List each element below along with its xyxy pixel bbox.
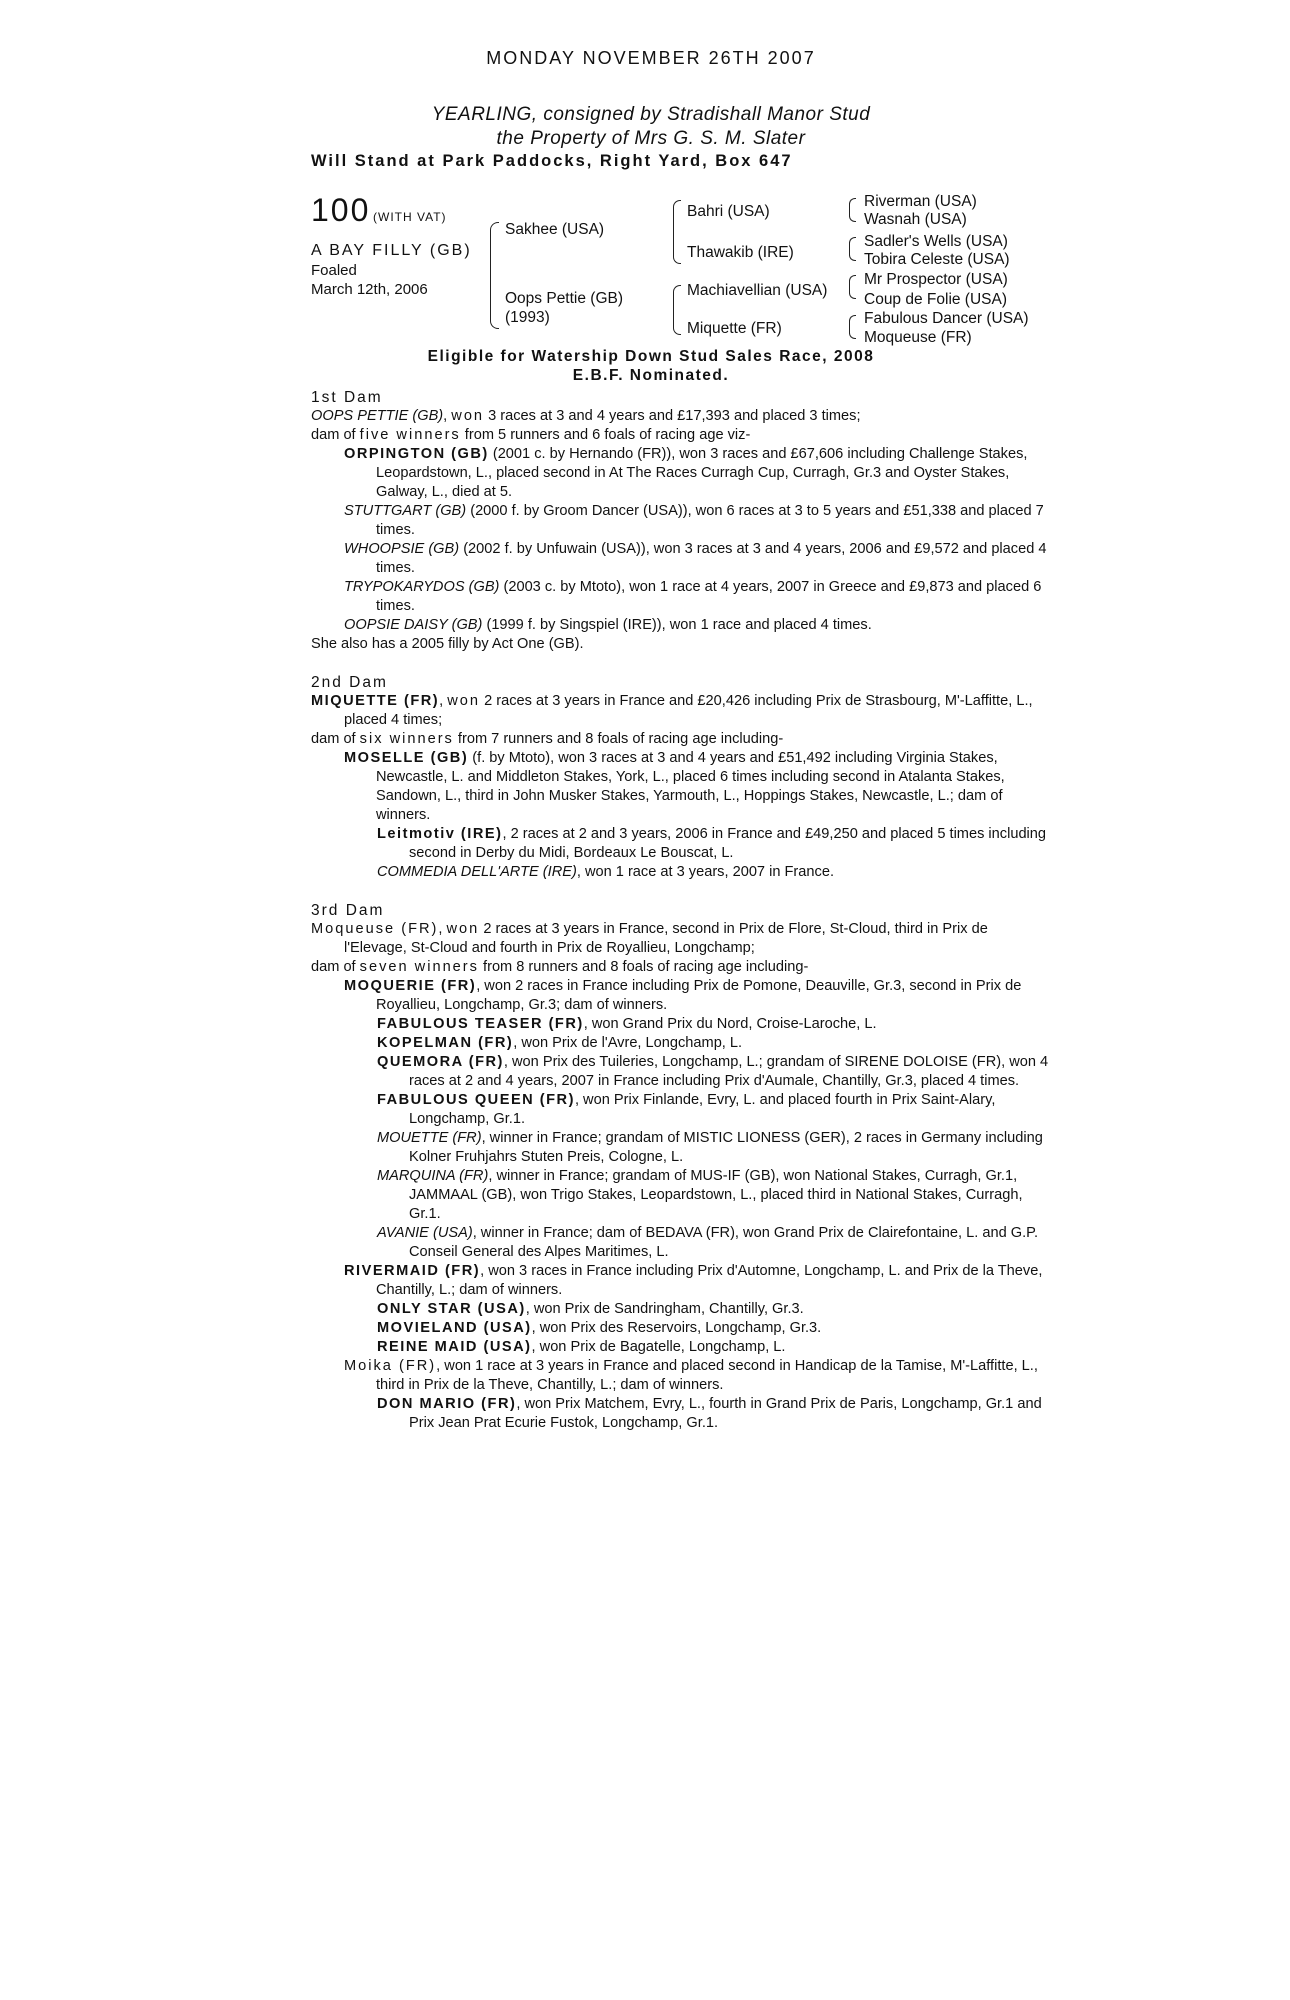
pedigree-dam-year: (1993)	[505, 309, 550, 326]
progeny-record: (2001 c. by Hernando (FR)), won 3 races and £67,606 including Challenge Stakes, Leopardstown, L., placed second in At The Races Curragh Cup, Curragh, Gr.3 and Oyster Stakes, Galway, L., died at 5.	[376, 446, 1028, 500]
pedigree-brace	[849, 275, 856, 299]
progeny-entry	[311, 502, 1051, 540]
pedigree-dam-sire: Machiavellian (USA)	[687, 282, 828, 299]
progeny-entry	[311, 1262, 1051, 1300]
progeny-entry	[311, 749, 1051, 825]
first-dam-record: 3 races at 3 and 4 years and £17,393 and placed 3 times;	[484, 408, 861, 424]
dam-of-label: dam of	[311, 959, 360, 975]
pedigree-brace	[849, 237, 856, 261]
progeny-name: REINE MAID (USA)	[377, 1339, 532, 1355]
second-dam-name: MIQUETTE (FR)	[311, 693, 440, 709]
grand-progeny-entry	[311, 1224, 1051, 1262]
second-dam-heading: 2nd Dam	[311, 674, 388, 691]
progeny-name: FABULOUS QUEEN (FR)	[377, 1092, 575, 1108]
progeny-record: , won Prix Matchem, Evry, L., fourth in Grand Prix de Paris, Longchamp, Gr.1 and Prix Jean Prat Ecurie Fustok, Longchamp, Gr.1.	[409, 1396, 1042, 1431]
progeny-name: MOSELLE (GB)	[344, 750, 469, 766]
pedigree-sds: Sadler's Wells (USA)	[864, 233, 1008, 250]
progeny-record: , won Prix Finlande, Evry, L. and placed fourth in Prix Saint-Alary, Longchamp, Gr.1.	[409, 1092, 996, 1127]
progeny-record: (1999 f. by Singspiel (IRE)), won 1 race and placed 4 times.	[482, 617, 872, 633]
progeny-entry	[311, 1357, 1051, 1395]
second-dam-record: 2 races at 3 years in France and £20,426 including Prix de Strasbourg, M'-Laffitte, L., placed 4 times;	[344, 693, 1033, 728]
grand-progeny-entry	[311, 1015, 1051, 1034]
grand-progeny-entry	[311, 1129, 1051, 1167]
also-note: She also has a 2005 filly by Act One (GB).	[311, 636, 584, 652]
progeny-record: (2000 f. by Groom Dancer (USA)), won 6 races at 3 to 5 years and £51,338 and placed 7 times.	[376, 503, 1044, 538]
progeny-name: MOQUERIE (FR)	[344, 978, 477, 994]
progeny-record: , 2 races at 2 and 3 years, 2006 in France and £49,250 and placed 5 times including second in Derby du Midi, Bordeaux Le Bouscat, L.	[409, 826, 1047, 861]
horse-description: A BAY FILLY (GB)	[311, 242, 472, 259]
progeny-entry	[311, 578, 1051, 616]
progeny-name: MOUETTE (FR)	[377, 1130, 482, 1146]
progeny-record: , won Prix de Bagatelle, Longchamp, L.	[531, 1339, 786, 1355]
pedigree-brace	[849, 315, 856, 339]
grand-progeny-entry	[311, 863, 1051, 882]
progeny-name: OOPSIE DAISY (GB)	[344, 617, 483, 633]
progeny-record: (f. by Mtoto), won 3 races at 3 and 4 years and £51,492 including Virginia Stakes, Newcastle, L. and Middleton Stakes, York, L., placed 6 times including second in Atalanta Stakes, Sandown, L., third in John Musker Stakes, Yarmouth, L., Hoppings Stakes, Newcastle, L.; dam of winners.	[376, 750, 1005, 823]
winners-phrase: five winners	[359, 427, 461, 443]
first-dam-intro: OOPS PETTIE (GB), won 3 races at 3 and 4 years and £17,393 and placed 3 times;	[311, 408, 861, 424]
progeny-name: MOVIELAND (USA)	[377, 1320, 532, 1336]
grand-progeny-entry	[311, 1091, 1051, 1129]
vat-note: (WITH VAT)	[373, 210, 447, 224]
progeny-name: QUEMORA (FR)	[377, 1054, 504, 1070]
progeny-record: , winner in France; grandam of MUS-IF (GB), won National Stakes, Curragh, Gr.1, JAMMAAL (GB), won Trigo Stakes, Leopardstown, L., placed third in National Stakes, Curragh, Gr.1.	[409, 1168, 1023, 1222]
third-dam-intro: Moqueuse (FR), won 2 races at 3 years in France, second in Prix de Flore, St-Cloud, third in Prix de l'Elevage, St-Cloud and fourth in Prix de Royallieu, Longchamp;	[311, 921, 988, 956]
third-dam-record: 2 races at 3 years in France, second in Prix de Flore, St-Cloud, third in Prix de l'Elevage, St-Cloud and fourth in Prix de Royallieu, Longchamp;	[344, 921, 988, 956]
pedigree-sire-dam: Thawakib (IRE)	[687, 244, 794, 261]
progeny-name: AVANIE (USA)	[377, 1225, 473, 1241]
progeny-name: ORPINGTON (GB)	[344, 446, 489, 462]
progeny-name: COMMEDIA DELL'ARTE (IRE)	[377, 864, 577, 880]
progeny-name: MARQUINA (FR)	[377, 1168, 489, 1184]
progeny-record: , winner in France; grandam of MISTIC LIONESS (GER), 2 races in Germany including Kolner Fruhjahrs Stuten Preis, Cologne, L.	[409, 1130, 1043, 1165]
produce-summary: from 5 runners and 6 foals of racing age viz-	[460, 427, 751, 443]
produce-summary: from 8 runners and 8 foals of racing age including-	[478, 959, 809, 975]
progeny-name: FABULOUS TEASER (FR)	[377, 1016, 584, 1032]
first-dam-name: OOPS PETTIE (GB)	[311, 408, 444, 424]
produce-summary: from 7 runners and 8 foals of racing age including-	[453, 731, 784, 747]
pedigree-dam-dam: Miquette (FR)	[687, 320, 782, 337]
progeny-entry	[311, 540, 1051, 578]
progeny-record: , won Prix des Reservoirs, Longchamp, Gr.3.	[531, 1320, 822, 1336]
progeny-name: KOPELMAN (FR)	[377, 1035, 514, 1051]
pedigree-dss: Mr Prospector (USA)	[864, 271, 1008, 288]
third-dam-name: Moqueuse (FR)	[311, 921, 439, 937]
foaled-label: Foaled	[311, 262, 357, 279]
first-dam-produce	[311, 426, 1051, 445]
second-dam-intro: MIQUETTE (FR), won 2 races at 3 years in France and £20,426 including Prix de Strasbourg, M'-Laffitte, L., placed 4 times;	[311, 693, 1033, 728]
pedigree-sss: Riverman (USA)	[864, 193, 977, 210]
progeny-entry	[311, 445, 1051, 502]
pedigree-sire: Sakhee (USA)	[505, 221, 605, 238]
grand-progeny-entry	[311, 1034, 1051, 1053]
pedigree-dds: Fabulous Dancer (USA)	[864, 310, 1029, 327]
progeny-record: , won 1 race at 3 years in France and placed second in Handicap de la Tamise, M'-Laffitte, L., third in Prix de la Theve, Chantilly, L.; dam of winners.	[376, 1358, 1038, 1393]
progeny-name: ONLY STAR (USA)	[377, 1301, 526, 1317]
pedigree-brace	[673, 200, 681, 264]
progeny-record: , won 1 race at 3 years, 2007 in France.	[576, 864, 834, 880]
grand-progeny-entry	[311, 1338, 1051, 1357]
grand-progeny-entry	[311, 1053, 1051, 1091]
second-dam-produce	[311, 730, 1051, 749]
winners-phrase: six winners	[359, 731, 454, 747]
pedigree-sire-sire: Bahri (USA)	[687, 203, 770, 220]
progeny-record: , won Prix des Tuileries, Longchamp, L.; grandam of SIRENE DOLOISE (FR), won 4 races at 2 and 4 years, 2007 in France including Prix d'Aumale, Chantilly, Gr.3, placed 4 times.	[409, 1054, 1049, 1089]
dam-of-label: dam of	[311, 731, 360, 747]
grand-progeny-entry	[311, 1395, 1051, 1433]
sale-date: MONDAY NOVEMBER 26TH 2007	[486, 48, 816, 68]
eligibility-line: Eligible for Watership Down Stud Sales Race, 2008	[427, 348, 875, 365]
won-label: won	[446, 921, 480, 937]
first-dam-heading: 1st Dam	[311, 389, 383, 406]
grand-progeny-entry	[311, 1167, 1051, 1224]
stand-line: Will Stand at Park Paddocks, Right Yard, Box 647	[311, 152, 793, 170]
progeny-record: (2002 f. by Unfuwain (USA)), won 3 races at 3 and 4 years, 2006 and £9,572 and placed 4 times.	[376, 541, 1047, 576]
ebf-line: E.B.F. Nominated.	[572, 367, 730, 384]
progeny-entry	[311, 977, 1051, 1015]
pedigree-ddd: Moqueuse (FR)	[864, 329, 972, 346]
lot-number: 100	[311, 192, 371, 228]
winners-phrase: seven winners	[359, 959, 479, 975]
progeny-record: (2003 c. by Mtoto), won 1 race at 4 years, 2007 in Greece and £9,873 and placed 6 times.	[376, 579, 1042, 614]
third-dam-produce	[311, 958, 1051, 977]
progeny-record: , winner in France; dam of BEDAVA (FR), won Grand Prix de Clairefontaine, L. and G.P. Conseil General des Alpes Maritimes, L.	[409, 1225, 1039, 1260]
progeny-name: WHOOPSIE (GB)	[344, 541, 460, 557]
consignor-line: YEARLING, consigned by Stradishall Manor Stud	[431, 104, 871, 125]
third-dam-heading: 3rd Dam	[311, 902, 385, 919]
grand-progeny-entry	[311, 1319, 1051, 1338]
progeny-name: RIVERMAID (FR)	[344, 1263, 481, 1279]
property-line: the Property of Mrs G. S. M. Slater	[496, 128, 806, 149]
grand-progeny-entry	[311, 1300, 1051, 1319]
pedigree-dsd: Coup de Folie (USA)	[864, 291, 1008, 308]
progeny-record: , won Prix de l'Avre, Longchamp, L.	[513, 1035, 743, 1051]
dam-sections	[311, 388, 1051, 1433]
won-label: won	[447, 693, 481, 709]
progeny-record: , won Prix de Sandringham, Chantilly, Gr.3.	[525, 1301, 804, 1317]
pedigree-brace	[490, 222, 499, 329]
progeny-name: Moika (FR)	[344, 1358, 437, 1374]
progeny-entry	[311, 616, 1051, 635]
pedigree-sdd: Tobira Celeste (USA)	[864, 251, 1010, 268]
won-label: won	[451, 408, 485, 424]
pedigree-ssd: Wasnah (USA)	[864, 211, 967, 228]
progeny-name: TRYPOKARYDOS (GB)	[344, 579, 500, 595]
pedigree-brace	[849, 198, 856, 222]
progeny-record: , won Grand Prix du Nord, Croise-Laroche, L.	[583, 1016, 877, 1032]
spacer	[311, 654, 1051, 673]
pedigree-brace	[673, 285, 681, 335]
pedigree-dam: Oops Pettie (GB)	[505, 290, 624, 307]
dam-of-label: dam of	[311, 427, 360, 443]
foaled-date: March 12th, 2006	[311, 281, 428, 298]
spacer	[311, 882, 1051, 901]
progeny-name: STUTTGART (GB)	[344, 503, 467, 519]
progeny-record: , won 3 races in France including Prix d'Automne, Longchamp, L. and Prix de la Theve, Chantilly, L.; dam of winners.	[376, 1263, 1043, 1298]
progeny-name: Leitmotiv (IRE)	[377, 826, 503, 842]
progeny-name: DON MARIO (FR)	[377, 1396, 517, 1412]
grand-progeny-entry	[311, 825, 1051, 863]
progeny-record: , won 2 races in France including Prix de Pomone, Deauville, Gr.3, second in Prix de Royallieu, Longchamp, Gr.3; dam of winners.	[376, 978, 1022, 1013]
